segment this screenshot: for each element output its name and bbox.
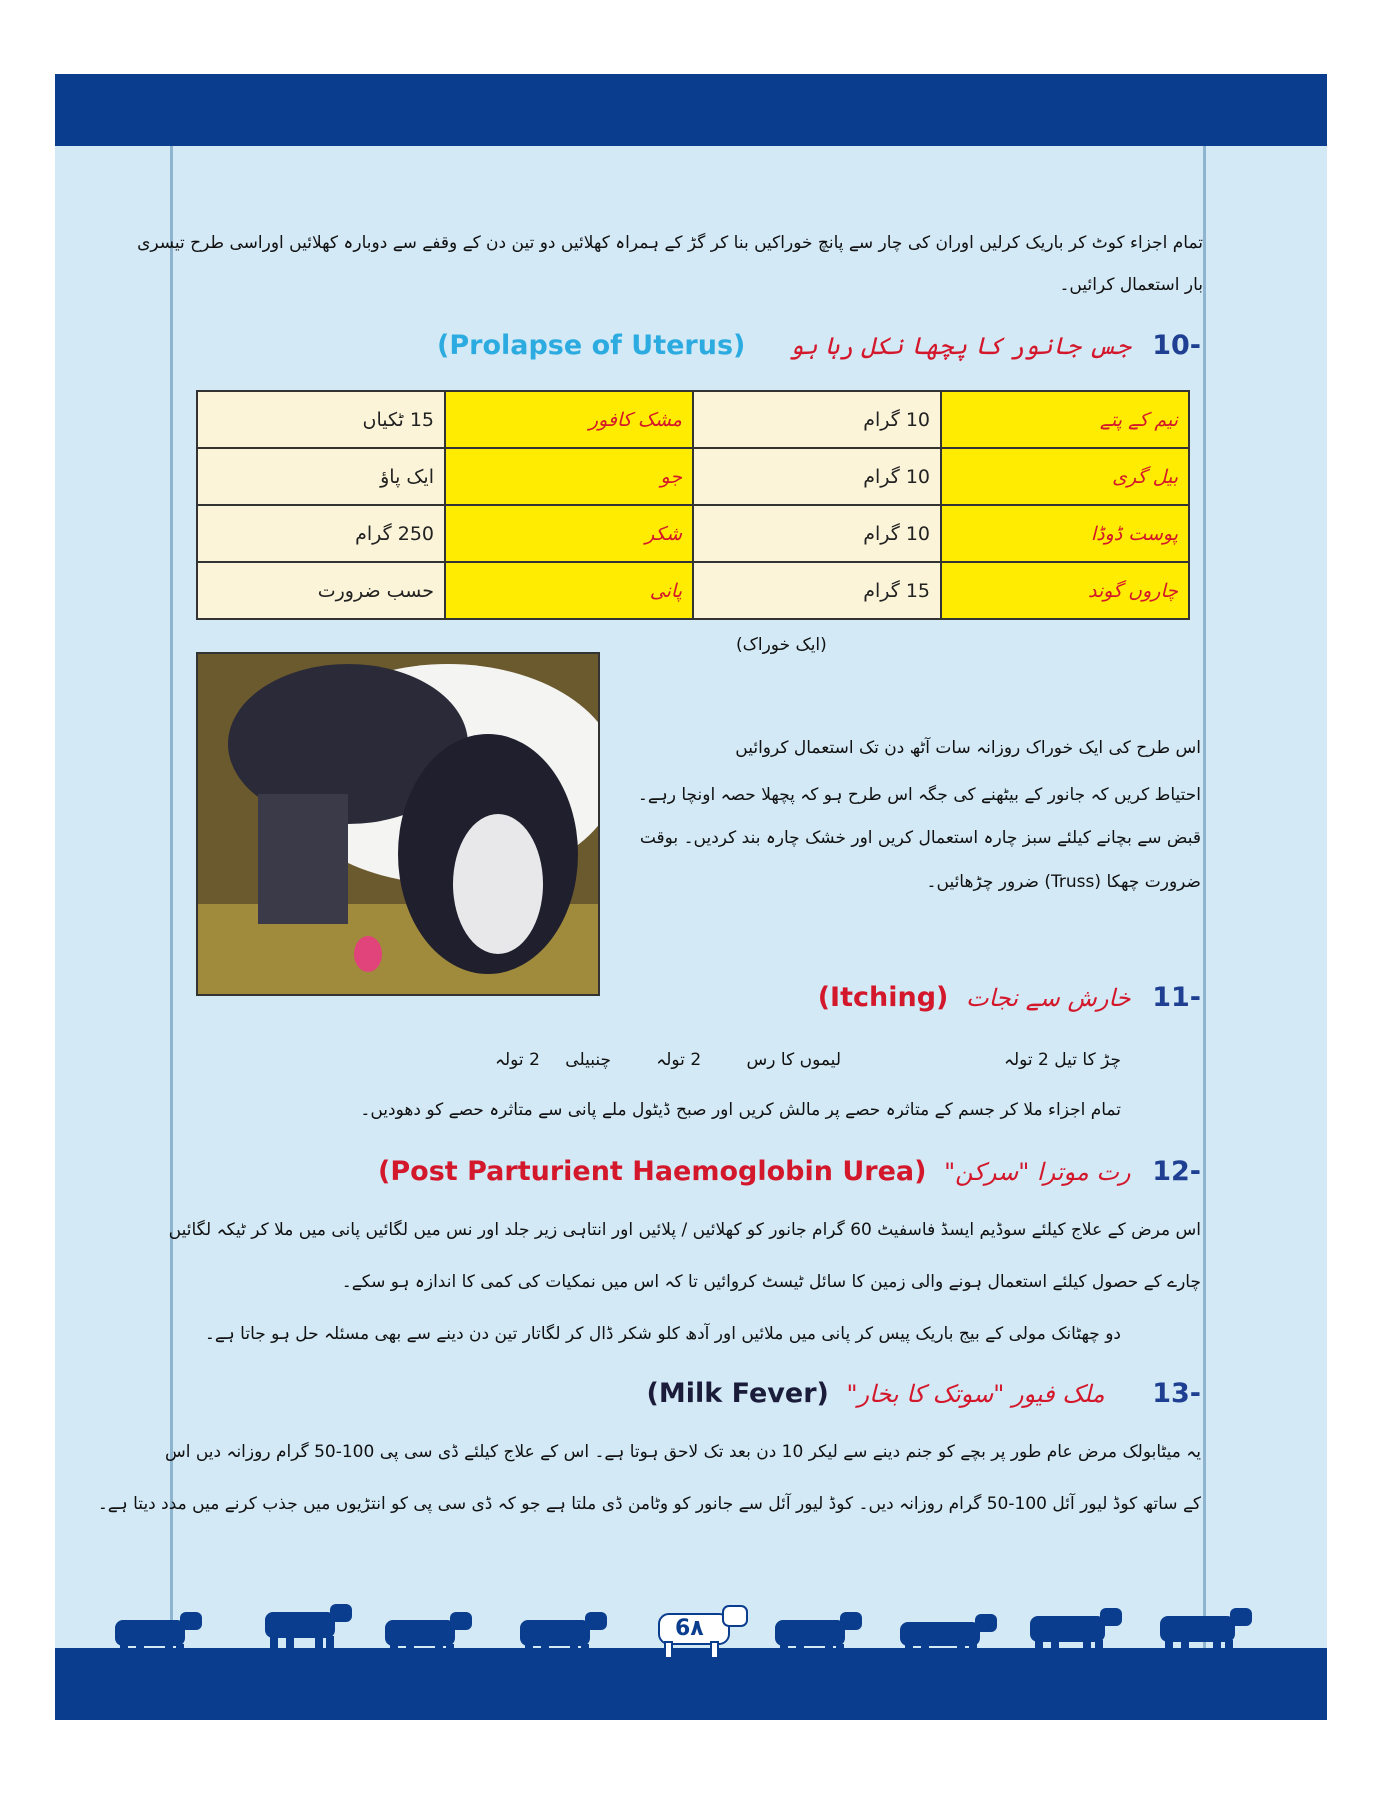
- section-title-en: (Itching): [817, 982, 949, 1013]
- section-title-urdu: رت موترا "سرکن": [944, 1158, 1131, 1186]
- ingredient-name: چنبیلی: [565, 1050, 611, 1070]
- table-cell: 15 ٹکیاں: [197, 391, 445, 448]
- table-row: [197, 391, 1189, 448]
- ingredient-qty: 2 تولہ: [495, 1050, 540, 1070]
- table-cell: 15 گرام: [693, 562, 941, 619]
- table-cell: شکر: [445, 505, 693, 562]
- itching-ingredient: [1004, 1040, 1121, 1080]
- section-10-title-en: (Prolapse of Uterus): [437, 330, 746, 361]
- table-cell: 250 گرام: [197, 505, 445, 562]
- intro-line-1: تمام اجزاء کوٹ کر باریک کرلیں اوران کی چار سے پانچ خوراکیں بنا کر گڑ کے ہمراہ کھلائیں دو تین دن کے وقفے سے دوبارہ کھلائیں اوراسی طرح تیسری: [137, 233, 1203, 253]
- ingredient-name: لیموں کا رس: [746, 1050, 841, 1070]
- cow-photo-image: [198, 654, 598, 994]
- table-cell: حسب ضرورت: [197, 562, 445, 619]
- header-bar: [55, 74, 1327, 146]
- table-cell: نیم کے پتے: [941, 391, 1189, 448]
- cow-icon: [520, 1612, 607, 1664]
- section-number: -12: [1152, 1156, 1201, 1187]
- section-11-heading: [818, 982, 1201, 1013]
- s12-line-2: چارے کے حصول کیلئے استعمال ہونے والی زمین کا سائل ٹیسٹ کروائیں تا کہ اس میں نمکیات کی کمی کا اندازہ ہو سکے۔: [341, 1272, 1201, 1292]
- s13-line-1: یہ میٹابولک مرض عام طور پر بچے کو جنم دینے سے لیکر 10 دن بعد تک لاحق ہوتا ہے۔ اس کے علاج کیلئے ڈی سی پی 100-50 گرام روزانہ دیں اس: [164, 1442, 1201, 1462]
- page-number-badge: [655, 1598, 755, 1660]
- table-cell: پوست ڈوڈا: [941, 505, 1189, 562]
- s10-paragraph-line-2: احتیاط کریں کہ جانور کے بیٹھنے کی جگہ اس طرح ہو کہ پچھلا حصہ اونچا رہے۔: [637, 785, 1201, 805]
- s13-line-2: کے ساتھ کوڈ لیور آئل 100-50 گرام روزانہ دیں۔ کوڈ لیور آئل سے جانور کو وٹامن ڈی ملتا ہے جو کہ ڈی سی پی کو انتڑیوں میں جذب کرنے میں مدد دیتا ہے۔: [97, 1494, 1201, 1514]
- page-number: 6٨: [675, 1616, 704, 1641]
- table-row: [197, 448, 1189, 505]
- section-number: -11: [1152, 982, 1201, 1013]
- ingredient-qty: 2 تولہ: [1003, 1050, 1049, 1070]
- left-margin-line: [170, 146, 173, 1648]
- s10-paragraph-line-4: ضرورت چھکا (Truss) ضرور چڑھائیں۔: [926, 872, 1201, 892]
- cow-icon: [385, 1612, 472, 1664]
- s12-line-3: دو چھٹانک مولی کے بیج باریک پیس کر پانی میں ملائیں اور آدھ کلو شکر ڈال کر لگاتار تین دن دینے سے بھی مسئلہ حل ہو جاتا ہے۔: [204, 1324, 1121, 1344]
- intro-line-2: بار استعمال کرائیں۔: [1059, 275, 1203, 295]
- section-number: -10: [1152, 330, 1201, 361]
- section-title-urdu: جس جانور کا پچھا نکل رہا ہو: [789, 332, 1131, 360]
- section-10-heading: [789, 330, 1201, 361]
- cow-icon: [1030, 1608, 1122, 1662]
- section-title-en: (Post Parturient Haemoglobin Urea): [378, 1156, 927, 1187]
- table-cell: بیل گری: [941, 448, 1189, 505]
- dose-caption: (ایک خوراک): [736, 635, 827, 655]
- table-cell: چاروں گوند: [941, 562, 1189, 619]
- section-13-heading: [647, 1378, 1201, 1409]
- table-cell: مشک کافور: [445, 391, 693, 448]
- cow-photo: [196, 652, 600, 996]
- cow-icon: [900, 1614, 997, 1664]
- s12-line-1: اس مرض کے علاج کیلئے سوڈیم ایسڈ فاسفیٹ 60 گرام جانور کو کھلائیں / پلائیں اور انتاہی زیر جلد اور نس میں لگائیں پانی میں ملا کر ٹیکہ لگائیں: [168, 1220, 1201, 1240]
- table-cell: 10 گرام: [693, 448, 941, 505]
- cow-icon: [775, 1612, 862, 1664]
- s10-paragraph-line-1: اس طرح کی ایک خوراک روزانہ سات آٹھ دن تک استعمال کروائیں: [735, 738, 1201, 758]
- itching-text: تمام اجزاء ملا کر جسم کے متاثرہ حصے پر مالش کریں اور صبح ڈیٹول ملے پانی سے متاثرہ حصے کو دھودیں۔: [360, 1100, 1121, 1120]
- section-title-en: (Milk Fever): [646, 1378, 829, 1409]
- itching-ingredient: [495, 1040, 611, 1080]
- table-cell: جو: [445, 448, 693, 505]
- section-title-urdu: خارش سے نجات: [966, 984, 1131, 1012]
- right-margin-line: [1203, 146, 1206, 1648]
- table-cell: 10 گرام: [693, 505, 941, 562]
- ingredients-table: [196, 390, 1190, 620]
- section-title-urdu: ملک فیور "سوتک کا بخار": [846, 1380, 1105, 1408]
- section-12-heading: [378, 1156, 1201, 1187]
- table-row: [197, 562, 1189, 619]
- table-row: [197, 505, 1189, 562]
- table-cell: ایک پاؤ: [197, 448, 445, 505]
- page-number-cow-icon: [655, 1598, 755, 1660]
- cow-icon: [1160, 1608, 1252, 1662]
- cow-icon: [115, 1612, 202, 1664]
- table-cell: پانی: [445, 562, 693, 619]
- ingredient-qty: 2 تولہ: [656, 1050, 702, 1070]
- table-cell: 10 گرام: [693, 391, 941, 448]
- cow-icon: [265, 1604, 352, 1660]
- section-number: -13: [1152, 1378, 1201, 1409]
- ingredient-name: چڑ کا تیل: [1054, 1050, 1121, 1070]
- itching-ingredient: [656, 1040, 841, 1080]
- s10-paragraph-line-3: قبض سے بچانے کیلئے سبز چارہ استعمال کریں اور خشک چارہ بند کردیں۔ بوقت: [639, 828, 1201, 848]
